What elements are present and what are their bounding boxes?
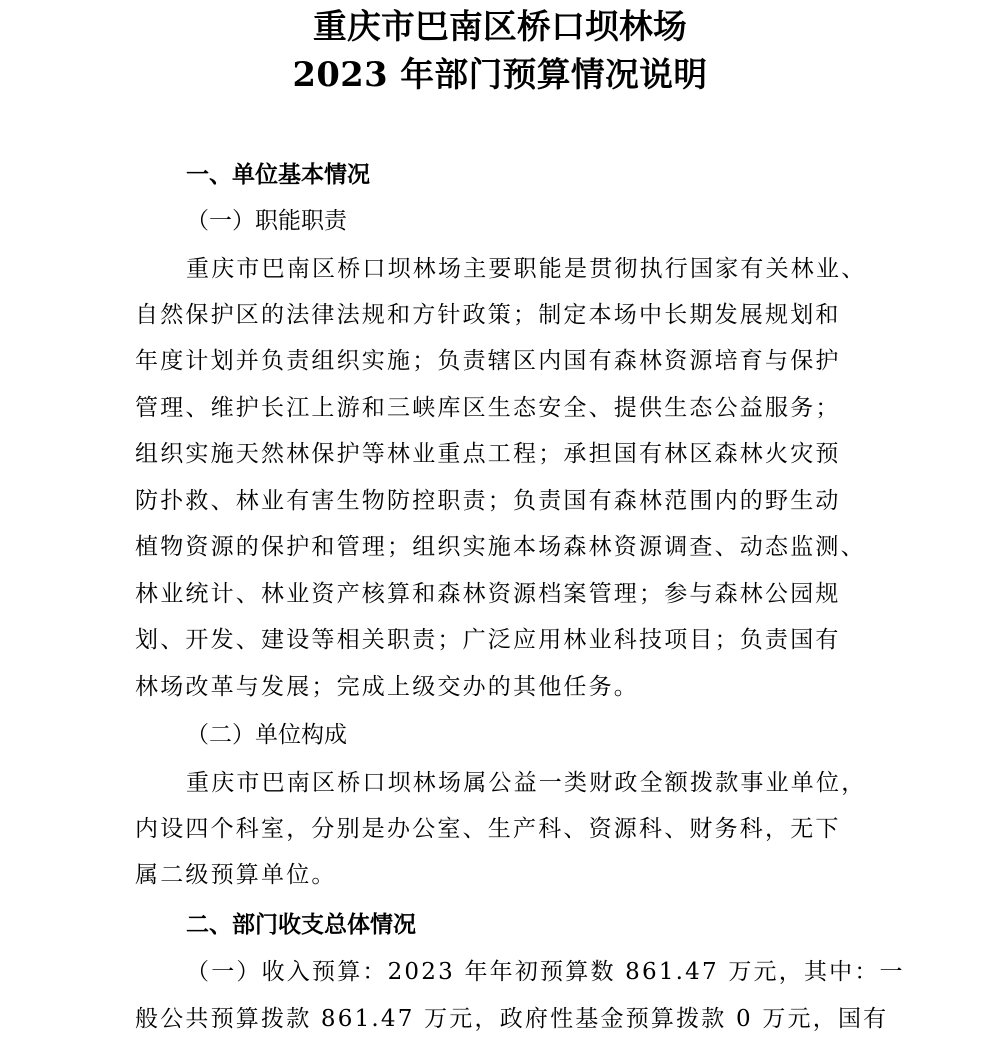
subsection-1-2-heading: （二）单位构成 (186, 722, 347, 748)
document-title-line-1: 重庆市巴南区桥口坝林场 (313, 6, 687, 46)
paragraph-line: 重庆市巴南区桥口坝林场主要职能是贯彻执行国家有关林业、 (186, 256, 867, 282)
paragraph-line: 自然保护区的法律法规和方针政策；制定本场中长期发展规划和 (135, 302, 841, 328)
paragraph-line: 划、开发、建设等相关职责；广泛应用林业科技项目；负责国有 (135, 627, 841, 653)
paragraph-line: 管理、维护长江上游和三峡库区生态安全、提供生态公益服务； (135, 395, 841, 421)
paragraph-line: 植物资源的保护和管理；组织实施本场森林资源调查、动态监测、 (135, 534, 866, 560)
subsection-1-1-heading: （一）职能职责 (186, 208, 347, 234)
paragraph-line: 重庆市巴南区桥口坝林场属公益一类财政全额拨款事业单位， (186, 770, 867, 796)
paragraph-line: 林场改革与发展；完成上级交办的其他任务。 (135, 674, 639, 700)
section-1-heading: 一、单位基本情况 (186, 162, 370, 188)
paragraph-line: 防扑救、林业有害生物防控职责；负责国有森林范围内的野生动 (135, 488, 841, 514)
paragraph-line: 年度计划并负责组织实施；负责辖区内国有森林资源培育与保护 (135, 348, 841, 374)
paragraph-line: 组织实施天然林保护等林业重点工程；承担国有林区森林火灾预 (135, 441, 841, 467)
paragraph-line: 般公共预算拨款 861.47 万元，政府性基金预算拨款 0 万元，国有 (135, 1006, 889, 1032)
paragraph-line: 林业统计、林业资产核算和森林资源档案管理；参与森林公园规 (135, 581, 841, 607)
paragraph-line: 内设四个科室，分别是办公室、生产科、资源科、财务科，无下 (135, 816, 841, 842)
paragraph-line: 属二级预算单位。 (135, 862, 337, 888)
paragraph-line: （一）收入预算：2023 年年初预算数 861.47 万元，其中：一 (186, 959, 905, 985)
document-title-line-2: 2023 年部门预算情况说明 (292, 54, 708, 94)
section-2-heading: 二、部门收支总体情况 (186, 912, 416, 938)
